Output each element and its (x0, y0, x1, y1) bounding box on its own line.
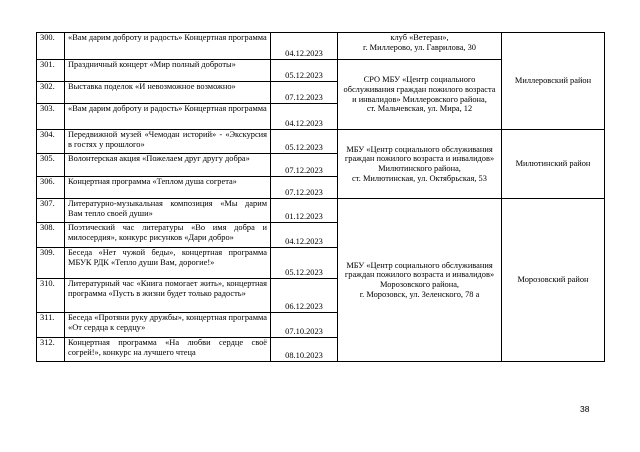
organization-cell: СРО МБУ «Центр социального обслуживания граждан пожилого возраста и инвалидов» Миллеровского района, ст. Мальчевская, ул. Мира, 12 (338, 60, 502, 130)
event-date: 07.12.2023 (271, 82, 338, 104)
district-cell: Миллеровский район (502, 33, 605, 130)
event-title: Праздничный концерт «Мир полный доброты» (65, 60, 271, 82)
event-date: 07.12.2023 (271, 154, 338, 177)
row-number: 305. (37, 154, 65, 177)
district-cell: Милютинский район (502, 130, 605, 199)
event-date: 04.12.2023 (271, 104, 338, 130)
table-row (37, 130, 605, 154)
event-title: Литературно-музыкальная композиция «Мы дарим Вам тепло своей души» (65, 199, 271, 223)
row-number: 306. (37, 177, 65, 199)
event-title: Поэтический час литературы «Во имя добра и милосердия», конкурс рисунков «Дари добро» (65, 223, 271, 248)
row-number: 312. (37, 338, 65, 362)
row-number: 303. (37, 104, 65, 130)
organization-cell: МБУ «Центр социального обслуживания граждан пожилого возраста и инвалидов» Морозовского района, г. Морозовск, ул. Зеленского, 78 а (338, 199, 502, 362)
row-number: 307. (37, 199, 65, 223)
event-date: 04.12.2023 (271, 223, 338, 248)
organization-cell: МБУ «Центр социального обслуживания граждан пожилого возраста и инвалидов» Милютинского района, ст. Милютинская, ул. Октябрьская, 53 (338, 130, 502, 199)
event-date: 07.12.2023 (271, 177, 338, 199)
event-date: 06.12.2023 (271, 279, 338, 313)
table-row (37, 199, 605, 223)
row-number: 302. (37, 82, 65, 104)
event-title: Передвижной музей «Чемодан историй» - «Экскурсия в гостях у прошлого» (65, 130, 271, 154)
event-date: 04.12.2023 (271, 33, 338, 60)
event-title: «Вам дарим доброту и радость» Концертная программа (65, 33, 271, 60)
event-title: «Вам дарим доброту и радость» Концертная программа (65, 104, 271, 130)
row-number: 308. (37, 223, 65, 248)
event-date: 05.12.2023 (271, 60, 338, 82)
row-number: 300. (37, 33, 65, 60)
row-number: 309. (37, 248, 65, 279)
event-title: Выставка поделок «И невозможное возможно» (65, 82, 271, 104)
district-cell: Морозовский район (502, 199, 605, 362)
event-date: 08.10.2023 (271, 338, 338, 362)
event-title: Беседа «Нет чужой беды», концертная программа МБУК РДК «Тепло души Вам, дорогие!» (65, 248, 271, 279)
row-number: 310. (37, 279, 65, 313)
row-number: 301. (37, 60, 65, 82)
row-number: 304. (37, 130, 65, 154)
event-title: Литературный час «Книга помогает жить», концертная программа «Пусть в жизни будет только радость» (65, 279, 271, 313)
event-title: Концертная программа «Теплом душа согрета» (65, 177, 271, 199)
event-title: Волонтерская акция «Пожелаем друг другу добра» (65, 154, 271, 177)
event-date: 05.12.2023 (271, 130, 338, 154)
event-date: 05.12.2023 (271, 248, 338, 279)
table-row (37, 33, 605, 60)
event-title: Концертная программа «На любви сердце своё согрей!», конкурс на лучшего чтеца (65, 338, 271, 362)
events-table (36, 32, 605, 362)
organization-cell: клуб «Ветеран», г. Миллерово, ул. Гаврилова, 30 (338, 33, 502, 60)
event-date: 07.10.2023 (271, 313, 338, 338)
page-number: 38 (580, 404, 590, 414)
event-date: 01.12.2023 (271, 199, 338, 223)
row-number: 311. (37, 313, 65, 338)
event-title: Беседа «Протяни руку дружбы», концертная программа «От сердца к сердцу» (65, 313, 271, 338)
